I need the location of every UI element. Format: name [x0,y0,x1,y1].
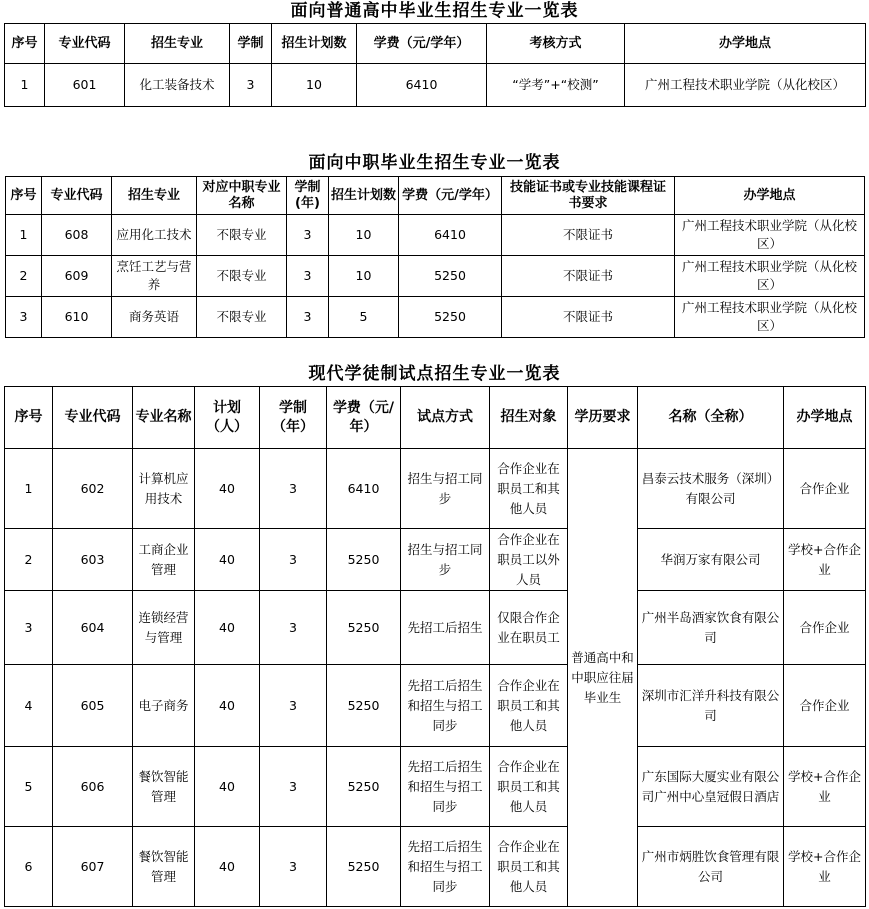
t2-header-location: 办学地点 [675,177,865,215]
t3-header-major: 专业名称 [133,387,195,449]
table-row [6,256,865,297]
t2-header-major: 招生专业 [112,177,197,215]
t3-cell: 40 [195,529,260,591]
t2-header-code: 专业代码 [42,177,112,215]
t3-cell: 广州半岛酒家饮食有限公司 [638,591,784,665]
t3-header-code: 专业代码 [53,387,133,449]
t2-cell: 608 [42,215,112,256]
t3-cell: 1 [5,449,53,529]
t2-cell: 广州工程技术职业学院（从化校区） [675,297,865,338]
t1-header-tuition: 学费（元/学年） [357,24,487,64]
t3-cell: 6410 [327,449,401,529]
t1-cell: 化工装备技术 [125,64,230,107]
t3-cell: 学校+合作企业 [784,529,866,591]
t3-cell: 602 [53,449,133,529]
t2-cell: 609 [42,256,112,297]
t3-header-location: 办学地点 [784,387,866,449]
t3-cell: 华润万家有限公司 [638,529,784,591]
t3-cell: 5 [5,747,53,827]
t2-cell: 不限证书 [502,256,675,297]
table2 [5,176,865,338]
t3-cell: 餐饮智能管理 [133,827,195,907]
table-row [5,827,866,907]
t3-cell: 招生与招工同步 [401,449,490,529]
t3-cell: 电子商务 [133,665,195,747]
table-row [5,449,866,529]
t2-cell: 广州工程技术职业学院（从化校区） [675,215,865,256]
t2-cell: 应用化工技术 [112,215,197,256]
t2-cell: 不限证书 [502,297,675,338]
t2-cell: 3 [287,215,329,256]
t3-cell: 40 [195,747,260,827]
t1-header-index: 序号 [5,24,45,64]
t3-cell: 607 [53,827,133,907]
t2-header-certificate: 技能证书或专业技能课程证书要求 [502,177,675,215]
t3-header-plan: 计划（人） [195,387,260,449]
t3-cell: 5250 [327,827,401,907]
t3-cell: 合作企业在职员工和其他人员 [490,665,568,747]
t1-cell: 10 [272,64,357,107]
t3-cell: 606 [53,747,133,827]
t3-cell: 3 [5,591,53,665]
t2-cell: 不限证书 [502,215,675,256]
t3-cell: 3 [260,747,327,827]
t2-cell: 10 [329,215,399,256]
table-row [5,64,866,107]
t2-header-duration: 学制(年) [287,177,329,215]
t3-cell: 计算机应用技术 [133,449,195,529]
t1-header-duration: 学制 [230,24,272,64]
t3-cell: 深圳市汇洋升科技有限公司 [638,665,784,747]
t3-cell: 先招工后招生和招生与招工同步 [401,827,490,907]
table3 [4,386,866,907]
t3-cell: 合作企业在职员工和其他人员 [490,449,568,529]
t2-cell: 6410 [399,215,502,256]
t2-cell: 不限专业 [197,297,287,338]
t3-cell: 学校+合作企业 [784,747,866,827]
t1-cell: 6410 [357,64,487,107]
t3-cell: 先招工后招生和招生与招工同步 [401,665,490,747]
t3-cell: 603 [53,529,133,591]
t3-cell: 广州市炳胜饮食管理有限公司 [638,827,784,907]
t3-cell: 6 [5,827,53,907]
t2-cell: 烹饪工艺与营养 [112,256,197,297]
t2-cell: 3 [287,297,329,338]
table-row [5,591,866,665]
t3-cell: 合作企业在职员工和其他人员 [490,827,568,907]
t2-header-tuition: 学费（元/学年） [399,177,502,215]
t3-cell: 先招工后招生和招生与招工同步 [401,747,490,827]
t1-header-major: 招生专业 [125,24,230,64]
t3-cell: 4 [5,665,53,747]
table-row [6,215,865,256]
t3-cell: 40 [195,665,260,747]
t2-cell: 10 [329,256,399,297]
t3-cell: 605 [53,665,133,747]
t2-header-plan: 招生计划数 [329,177,399,215]
t3-cell: 5250 [327,665,401,747]
t1-header-assessment: 考核方式 [487,24,625,64]
t3-header-tuition: 学费（元/年） [327,387,401,449]
t1-header-plan: 招生计划数 [272,24,357,64]
t2-cell: 1 [6,215,42,256]
t3-cell: 2 [5,529,53,591]
table-row [5,529,866,591]
t3-cell: 昌泰云技术服务（深圳）有限公司 [638,449,784,529]
t2-cell: 5 [329,297,399,338]
t1-cell: “学考”+“校测” [487,64,625,107]
t3-cell: 合作企业在职员工以外人员 [490,529,568,591]
t1-cell: 601 [45,64,125,107]
t2-cell: 3 [287,256,329,297]
table1-title: 面向普通高中毕业生招生专业一览表 [290,1,579,21]
t3-cell: 3 [260,529,327,591]
t2-cell: 广州工程技术职业学院（从化校区） [675,256,865,297]
table3-title: 现代学徒制试点招生专业一览表 [308,364,561,384]
t3-header-company: 名称（全称） [638,387,784,449]
table-row [6,297,865,338]
t3-cell: 合作企业在职员工和其他人员 [490,747,568,827]
t3-header-education: 学历要求 [568,387,638,449]
t1-header-code: 专业代码 [45,24,125,64]
table3-header-row [5,387,866,449]
t3-cell: 3 [260,827,327,907]
t1-cell: 广州工程技术职业学院（从化校区） [625,64,866,107]
table-row [5,747,866,827]
t3-header-target: 招生对象 [490,387,568,449]
t3-cell: 仅限合作企业在职员工 [490,591,568,665]
table1 [4,23,866,107]
t3-cell: 5250 [327,529,401,591]
t3-cell: 40 [195,827,260,907]
t3-cell: 合作企业 [784,449,866,529]
t3-cell: 40 [195,591,260,665]
t2-cell: 5250 [399,256,502,297]
t3-cell: 工商企业管理 [133,529,195,591]
t1-cell: 3 [230,64,272,107]
t2-cell: 5250 [399,297,502,338]
table-row [5,665,866,747]
t3-cell: 餐饮智能管理 [133,747,195,827]
t3-cell: 3 [260,449,327,529]
t3-cell: 3 [260,665,327,747]
t2-cell: 3 [6,297,42,338]
t3-cell: 5250 [327,591,401,665]
table1-header-row [5,24,866,64]
t1-header-location: 办学地点 [625,24,866,64]
t2-header-index: 序号 [6,177,42,215]
t2-cell: 2 [6,256,42,297]
t2-cell: 610 [42,297,112,338]
t3-education-requirement: 普通高中和中职应往届毕业生 [568,449,638,907]
t3-cell: 合作企业 [784,591,866,665]
t1-cell: 1 [5,64,45,107]
t3-cell: 5250 [327,747,401,827]
t2-cell: 商务英语 [112,297,197,338]
t3-header-duration: 学制（年） [260,387,327,449]
t3-cell: 连锁经营与管理 [133,591,195,665]
t2-cell: 不限专业 [197,215,287,256]
t2-cell: 不限专业 [197,256,287,297]
t3-cell: 广东国际大厦实业有限公司广州中心皇冠假日酒店 [638,747,784,827]
t2-header-vocational-major: 对应中职专业名称 [197,177,287,215]
table2-header-row [6,177,865,215]
t3-cell: 合作企业 [784,665,866,747]
t3-cell: 604 [53,591,133,665]
table2-title: 面向中职毕业生招生专业一览表 [308,153,561,173]
t3-cell: 先招工后招生 [401,591,490,665]
t3-cell: 学校+合作企业 [784,827,866,907]
t3-cell: 招生与招工同步 [401,529,490,591]
t3-cell: 40 [195,449,260,529]
t3-cell: 3 [260,591,327,665]
t3-header-index: 序号 [5,387,53,449]
t3-header-pilot-mode: 试点方式 [401,387,490,449]
